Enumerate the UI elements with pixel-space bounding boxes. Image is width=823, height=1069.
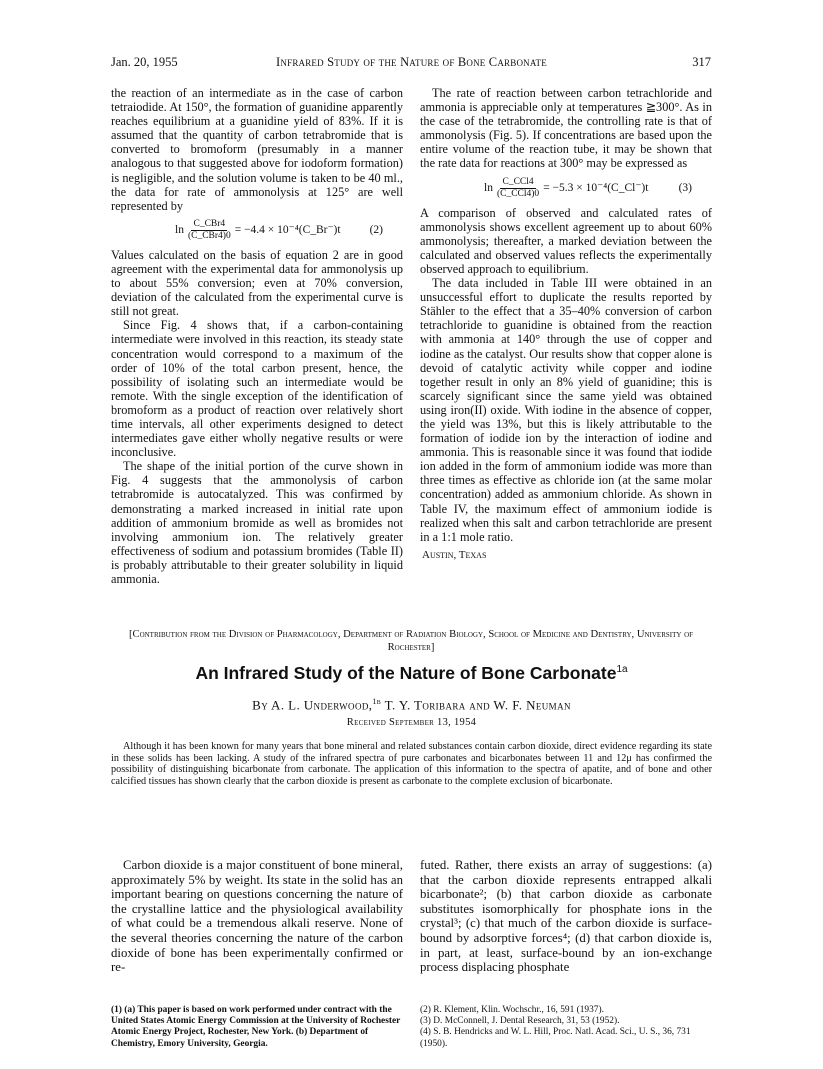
paragraph: Values calculated on the basis of equation 2 are in good agreement with the experimental data for ammonolysis up to about 55% conversion; even at 70% conversion, deviation of the calculated from the experimental curve is still not great. — [111, 247, 403, 319]
paragraph: Since Fig. 4 shows that, if a carbon-containing intermediate were involved in this reaction, its steady state concentration would correspond to a maximum of the order of 10% of the total carbon present, hence, the possibility of isolating such an intermediate would be remote. With the single exception of the identification of bromoform as a product of reaction over relatively short time intervals, all other experiments designed to detect intermediates gave either wholly negative results or were inconclusive. — [111, 318, 403, 460]
footnote-3: (3) D. McConnell, J. Dental Research, 31, 53 (1952). — [420, 1016, 620, 1027]
footnote-2: (2) R. Klement, Klin. Wochschr., 16, 591 (1937). — [420, 1005, 604, 1015]
equation-fraction — [497, 177, 539, 200]
article-title — [0, 663, 823, 684]
footnote-1: (1) (a) This paper is based on work performed under contract with the United States Atomic Energy Commission at the University of Rochester Atomic Energy Project, Rochester, New York. (b) Department of Chemistry, Emory University, Georgia. — [111, 1005, 401, 1049]
equation-3 — [420, 177, 712, 200]
ln-symbol: ln — [484, 182, 493, 195]
ln-symbol: ln — [175, 224, 184, 237]
equation-number: (3) — [678, 182, 692, 195]
paragraph: futed. Rather, there exists an array of suggestions: (a) that the carbon dioxide represents entrapped alkali bicarbonate²; (b) that carbon dioxide as carbonate substitutes isomorphically for phosphate ions in the crystal³; (c) that much of the carbon dioxide is surface-bound by adsorptive forces⁴; (d) that carbon dioxide is, in part, at least, surface-bound by an ion-exchange process displacing phosphate — [420, 858, 712, 975]
author-line — [0, 697, 823, 713]
lower-right-column — [420, 858, 712, 975]
paragraph: The data included in Table III were obtained in an unsuccessful effort to duplicate the results reported by Stähler to the effect that a 35–40% conversion of carbon tetrachloride to guanidine is obtained from the reaction with ammonia at 140° through the use of copper and iodine as the catalyst. Our results show that copper alone is devoid of catalytic activity while copper and iodine together result in only an 8% yield of guanidine; this is scarcely significant since the same yield was obtained using iron(II) oxide. With iodine in the absence of copper, the yield was 13%, but this is likely attributable to the formation of iodide ion by the interaction of iodine and ammonia. This is reasonable since it was found that iodide ion added in the form of ammonium iodide was more than three times as effective as chloride ion (at the same molar concentration) added as ammonium chloride. As shown in Table IV, the maximum effect of ammonium iodide is realized when this salt and carbon tetrachloride are present in a 1:1 mole ratio. — [420, 276, 712, 544]
author-footnote-mark: 1b — [372, 697, 382, 706]
title-footnote-mark: 1a — [616, 664, 628, 676]
equation-fraction — [188, 219, 231, 242]
upper-left-column — [111, 86, 403, 586]
equation-number: (2) — [369, 224, 383, 237]
equation-2 — [111, 219, 403, 242]
fraction-numerator: C_CBr4 — [193, 218, 226, 229]
footnote-4: (4) S. B. Hendricks and W. L. Hill, Proc. Natl. Acad. Sci., U. S., 36, 731 (1950). — [420, 1027, 691, 1049]
paragraph: Carbon dioxide is a major constituent of bone mineral, approximately 5% by weight. Its state in the solid has an important bearing on questions concerning the nature of the crystalline lattice and the physiological availability of what could be a tremendous alkali reserve. None of the several theories concerning the nature of the carbon dioxide of bone has been experimentally confirmed or re- — [111, 858, 403, 975]
authors-rest: T. Y. Toribara and W. F. Neuman — [381, 697, 571, 713]
authors-first: By A. L. Underwood, — [252, 697, 373, 713]
upper-right-column — [420, 86, 712, 562]
location-signature: Austin, Texas — [422, 548, 487, 561]
fraction-denominator: (C_CBr4)0 — [187, 230, 231, 241]
fraction-numerator: C_CCl4 — [502, 176, 534, 187]
equation-rhs: = −5.3 × 10⁻⁴(C_Cl⁻)t — [543, 182, 649, 195]
paragraph: A comparison of observed and calculated rates of ammonolysis shows excellent agreement up to about 60% ammonolysis; thereafter, a marked deviation between the calculated and observed values reflects the experimentally observed approach to equilibrium. — [420, 205, 712, 276]
fraction-denominator: (C_CCl4)0 — [496, 188, 540, 199]
header-date: Jan. 20, 1955 — [111, 55, 178, 69]
received-date: Received September 13, 1954 — [346, 717, 477, 728]
running-title: Infrared Study of the Nature of Bone Carbonate — [276, 55, 547, 69]
paragraph: The shape of the initial portion of the curve shown in Fig. 4 suggests that the ammonolysis of carbon tetrabromide is autocatalyzed. This was confirmed by demonstrating a marked increased in initial rate upon addition of ammonium bromide as well as bromides not involving ammonium ion. The relatively greater effectiveness of sodium and potassium bromides (Table II) is probably attributable to their greater solubility in liquid ammonia. — [111, 459, 403, 586]
paragraph: The rate of reaction between carbon tetrachloride and ammonia is appreciable only at temperatures ≧300°. As in the case of the tetrabromide, the controlling rate is that of ammonolysis (Fig. 5). If concentrations are based upon the entire volume of the reaction tube, it may be shown that the rate data for reactions at 300° may be expressed as — [420, 86, 712, 171]
paragraph: the reaction of an intermediate as in the case of carbon tetraiodide. At 150°, the formation of guanidine apparently reaches equilibrium at a guanidine yield of 83%. If it is assumed that the quantity of carbon tetrabromide that is converted to bromoform (presumably in a manner analogous to that suggested above for iodoform formation) is negligible, and the solution volume is taken to be 40 ml., the data for rate of ammonolysis at 125° are well represented by — [111, 86, 403, 213]
equation-rhs: = −4.4 × 10⁻⁴(C_Br⁻)t — [234, 224, 341, 237]
contribution-line: [Contribution from the Division of Pharmacology, Department of Radiation Biology, School of Medicine and Dentistry, University of Rochester] — [128, 629, 694, 653]
footnotes-right — [420, 1005, 712, 1050]
title-text: An Infrared Study of the Nature of Bone Carbonate — [195, 663, 617, 683]
lower-left-column — [111, 858, 403, 975]
page-number: 317 — [692, 55, 711, 69]
abstract: Although it has been known for many years that bone mineral and related substances contain carbon dioxide, direct evidence regarding its state in these solids has been lacking. A study of the infrared spectra of pure carbonates and bicarbonates between 11 and 12μ has confirmed the possibility of distinguishing bicarbonate from carbonate. The application of this information to the spectra of apatite, and of bone and other calcified tissues has shown clearly that the carbon dioxide is present as carbonate to the complete exclusion of bicarbonate. — [111, 741, 712, 787]
